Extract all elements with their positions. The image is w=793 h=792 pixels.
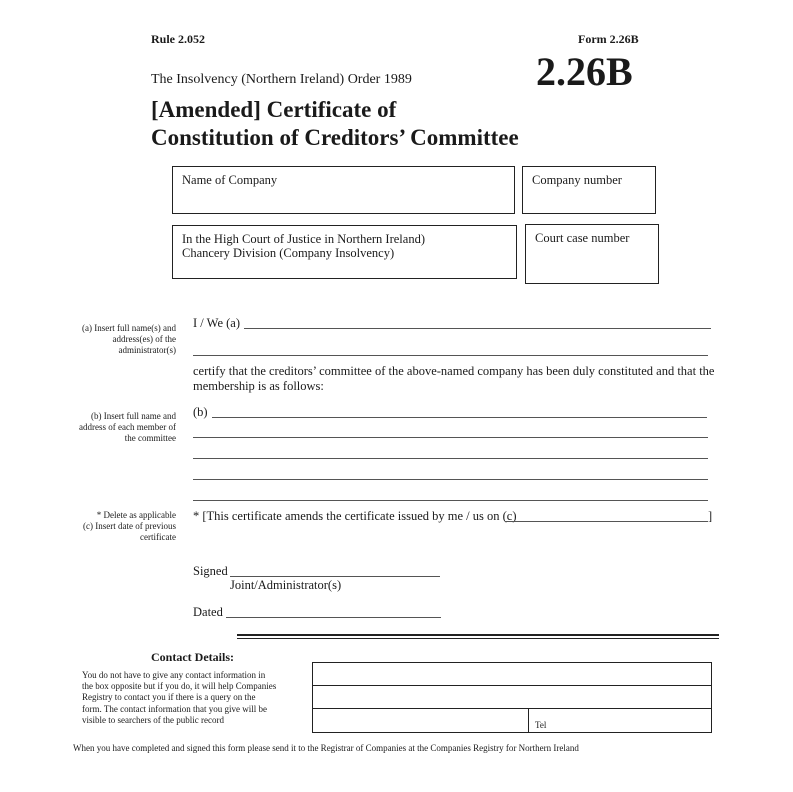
note-b-line3: the committee [124, 433, 176, 443]
note-c-line3: certificate [140, 532, 176, 542]
date-line[interactable] [226, 617, 441, 618]
members-label: (b) [193, 405, 208, 419]
tel-field[interactable] [529, 709, 711, 732]
court-box [172, 225, 517, 279]
iwe-label: I / We (a) [193, 316, 241, 330]
order-title: The Insolvency (Northern Ireland) Order 1989 [151, 72, 412, 87]
contact-info-text [82, 670, 294, 726]
contact-line1: You do not have to give any contact information in [82, 670, 266, 680]
certify-text [193, 364, 714, 394]
note-c-line1: * Delete as applicable [96, 510, 176, 520]
note-a-line2: address(es) of the [112, 334, 176, 344]
contact-line5: visible to searchers of the public record [82, 714, 224, 725]
page-title-line1: [Amended] Certificate of [151, 97, 397, 122]
member-line-4[interactable] [193, 479, 708, 480]
divider-bottom [237, 638, 719, 639]
contact-box [312, 662, 712, 733]
contact-line4: form. The contact information that you give will be [82, 703, 268, 714]
company-name-field[interactable] [172, 166, 515, 214]
company-number-label: Company number [532, 173, 622, 187]
certify-line1: certify that the creditors’ committee of the above-named company has been duly constituted and that the [193, 364, 715, 378]
amend-close-bracket: ] [708, 509, 713, 523]
court-case-number-field[interactable] [525, 224, 659, 284]
note-b-line2: address of each member of [79, 422, 176, 432]
note-b [40, 411, 176, 444]
certify-line2: membership is as follows: [193, 379, 324, 393]
administrator-name-line-1[interactable] [244, 328, 711, 329]
contact-line2: the box opposite but if you do, it will help Companies [82, 681, 277, 692]
court-line2: Chancery Division (Company Insolvency) [182, 246, 395, 260]
court-line1: In the High Court of Justice in Northern Ireland) [182, 232, 425, 246]
footer-instructions: When you have completed and signed this form please send it to the Registrar of Companies at the Companies Registry for Northern Ireland [73, 743, 579, 753]
contact-line3: Registry to contact you if there is a query on the [82, 692, 256, 703]
member-line-1[interactable] [212, 417, 707, 418]
member-line-2[interactable] [193, 437, 708, 438]
contact-address-field[interactable] [313, 686, 711, 708]
contact-heading: Contact Details: [151, 650, 234, 664]
note-a [40, 323, 176, 356]
note-c [40, 510, 176, 543]
administrator-name-line-2[interactable] [193, 355, 708, 356]
contact-address-field-2[interactable] [313, 709, 528, 732]
previous-certificate-date-line[interactable] [505, 521, 708, 522]
signed-label: Signed [193, 564, 228, 578]
member-line-5[interactable] [193, 500, 708, 501]
form-number-small: Form 2.26B [578, 32, 639, 46]
divider-top [237, 634, 719, 636]
dated-label: Dated [193, 605, 223, 619]
company-number-field[interactable] [522, 166, 656, 214]
form-number-large: 2.26B [536, 49, 633, 94]
note-b-line1: (b) Insert full name and [91, 411, 176, 421]
contact-name-field[interactable] [313, 663, 711, 685]
tel-label: Tel [535, 720, 547, 730]
member-line-3[interactable] [193, 458, 708, 459]
amend-text: * [This certificate amends the certificate issued by me / us on (c) [193, 509, 517, 523]
company-name-label: Name of Company [182, 173, 278, 187]
page-title-line2: Constitution of Creditors’ Committee [151, 125, 519, 150]
court-case-label: Court case number [535, 231, 630, 245]
note-a-line1: (a) Insert full name(s) and [82, 323, 176, 333]
signed-role: Joint/Administrator(s) [230, 578, 342, 592]
note-a-line3: administrator(s) [118, 345, 176, 355]
signature-line[interactable] [230, 576, 440, 577]
rule-number: Rule 2.052 [151, 32, 205, 46]
note-c-line2: (c) Insert date of previous [83, 521, 176, 531]
